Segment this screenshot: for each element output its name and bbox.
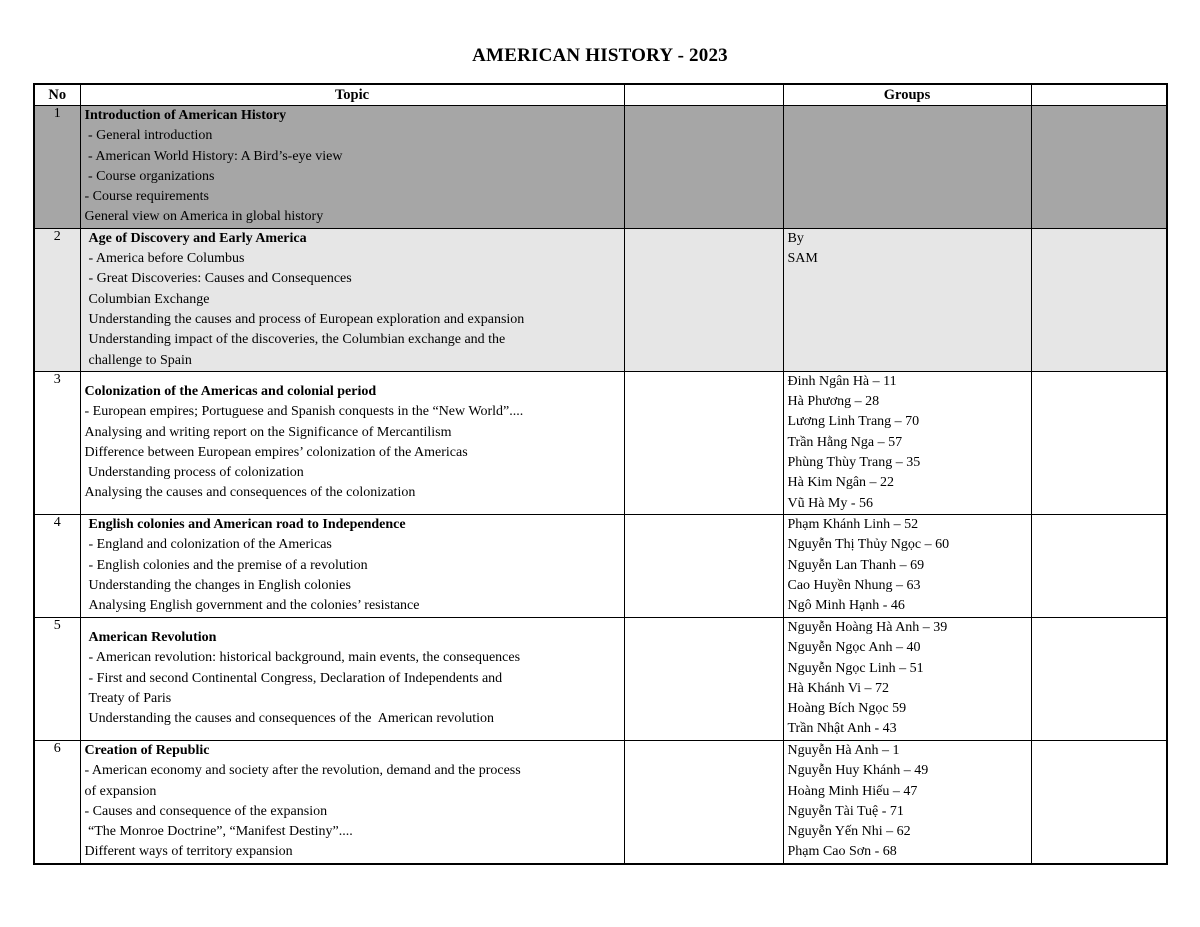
header-blank-1 (624, 84, 783, 106)
topic-line: - Great Discoveries: Causes and Consequences (88, 271, 352, 287)
topic-cell (80, 740, 624, 864)
group-member: Nguyễn Ngọc Linh – 51 (787, 660, 924, 676)
groups-cell (783, 617, 1031, 740)
group-member: Trần Hằng Nga – 57 (787, 434, 903, 450)
group-member: Nguyễn Thị Thủy Ngọc – 60 (787, 537, 950, 553)
topic-cell (80, 514, 624, 617)
group-member: Nguyễn Lan Thanh – 69 (787, 557, 925, 573)
row-number: 2 (34, 228, 80, 371)
group-member: Vũ Hà My - 56 (787, 495, 874, 511)
schedule-table (33, 83, 1168, 865)
row-number: 5 (34, 617, 80, 740)
group-member: Phạm Khánh Linh – 52 (787, 516, 919, 532)
blank-cell (624, 228, 783, 371)
blank-cell (624, 617, 783, 740)
group-member: Hà Kim Ngân – 22 (787, 475, 895, 491)
group-member: Hoàng Minh Hiếu – 47 (787, 783, 918, 799)
row-number: 3 (34, 371, 80, 514)
group-member: Nguyễn Hà Anh – 1 (787, 742, 900, 758)
group-member: Phùng Thùy Trang – 35 (787, 455, 921, 471)
topic-line: - England and colonization of the Americas (88, 537, 332, 553)
topic-line: - First and second Continental Congress, Declaration of Independents and (88, 670, 503, 686)
group-member: Hà Phương – 28 (787, 394, 880, 410)
group-member: Nguyễn Yến Nhi – 62 (787, 824, 911, 840)
table-row (34, 514, 1167, 617)
topic-line: Understanding impact of the discoveries, the Columbian exchange and the (88, 332, 506, 348)
group-member: Hoàng Bích Ngọc 59 (787, 701, 907, 717)
topic-line: - America before Columbus (88, 251, 245, 267)
groups-cell (783, 740, 1031, 864)
topic-line: General view on America in global history (84, 209, 324, 225)
topic-cell (80, 371, 624, 514)
topic-title: English colonies and American road to Independence (88, 516, 406, 532)
topic-title: Age of Discovery and Early America (88, 230, 307, 246)
topic-line: “The Monroe Doctrine”, “Manifest Destiny”.... (84, 824, 353, 840)
group-member: Nguyễn Ngọc Anh – 40 (787, 640, 921, 656)
topic-line: - English colonies and the premise of a revolution (88, 557, 368, 573)
blank-cell (1031, 371, 1167, 514)
group-member: Ngô Minh Hạnh - 46 (787, 598, 905, 614)
topic-line: - General introduction (84, 128, 213, 144)
topic-line: Columbian Exchange (88, 291, 210, 307)
topic-cell (80, 228, 624, 371)
topic-line: Different ways of territory expansion (84, 844, 293, 860)
topic-line: - American economy and society after the revolution, demand and the process (84, 763, 521, 779)
blank-cell (1031, 617, 1167, 740)
groups-cell (783, 514, 1031, 617)
group-member: Đinh Ngân Hà – 11 (787, 373, 897, 389)
group-member: By (787, 230, 804, 246)
topic-cell (80, 106, 624, 229)
header-groups: Groups (783, 84, 1031, 106)
group-member: SAM (787, 251, 818, 267)
topic-line: - American revolution: historical background, main events, the consequences (88, 650, 521, 666)
group-member: Nguyễn Huy Khánh – 49 (787, 763, 929, 779)
table-row (34, 371, 1167, 514)
topic-line: Analysing the causes and consequences of the colonization (84, 485, 416, 501)
topic-cell (80, 617, 624, 740)
topic-line: Difference between European empires’ colonization of the Americas (84, 444, 468, 460)
table-row (34, 106, 1167, 229)
topic-line: Understanding the causes and consequences of the American revolution (88, 711, 494, 727)
topic-title: Introduction of American History (84, 108, 287, 123)
table-row (34, 617, 1167, 740)
blank-cell (1031, 740, 1167, 864)
header-row (34, 84, 1167, 106)
topic-line: Understanding process of colonization (84, 465, 304, 481)
row-number: 6 (34, 740, 80, 864)
blank-cell (1031, 228, 1167, 371)
topic-line: - European empires; Portuguese and Spanish conquests in the “New World”.... (84, 404, 524, 420)
topic-line: Analysing and writing report on the Significance of Mercantilism (84, 424, 452, 440)
topic-title: American Revolution (88, 630, 217, 646)
row-number: 4 (34, 514, 80, 617)
row-number: 1 (34, 106, 80, 229)
blank-cell (1031, 106, 1167, 229)
topic-line: challenge to Spain (88, 352, 192, 368)
header-blank-2 (1031, 84, 1167, 106)
blank-cell (624, 740, 783, 864)
topic-line: Understanding the causes and process of European exploration and expansion (88, 311, 525, 327)
table-row (34, 740, 1167, 864)
blank-cell (624, 371, 783, 514)
blank-cell (624, 106, 783, 229)
blank-cell (624, 514, 783, 617)
topic-line: Understanding the changes in English colonies (88, 577, 351, 593)
topic-title: Creation of Republic (84, 742, 210, 758)
group-member: Trần Nhật Anh - 43 (787, 721, 897, 737)
groups-cell (783, 106, 1031, 229)
table-row (34, 228, 1167, 371)
topic-line: Treaty of Paris (88, 691, 172, 707)
group-member: Cao Huyền Nhung – 63 (787, 577, 921, 593)
topic-line: - American World History: A Bird’s-eye view (84, 148, 343, 164)
topic-line: Analysing English government and the colonies’ resistance (88, 598, 420, 614)
group-member: Phạm Cao Sơn - 68 (787, 844, 897, 860)
groups-cell (783, 228, 1031, 371)
topic-line: - Course requirements (84, 189, 209, 205)
header-topic: Topic (80, 84, 624, 106)
header-no: No (34, 84, 80, 106)
topic-line: - Causes and consequence of the expansion (84, 803, 328, 819)
group-member: Nguyễn Tài Tuệ - 71 (787, 803, 904, 819)
topic-line: - Course organizations (84, 168, 215, 184)
topic-line: of expansion (84, 783, 157, 799)
group-member: Hà Khánh Vi – 72 (787, 680, 890, 696)
groups-cell (783, 371, 1031, 514)
group-member: Nguyễn Hoàng Hà Anh – 39 (787, 619, 948, 635)
blank-cell (1031, 514, 1167, 617)
page-title: AMERICAN HISTORY - 2023 (472, 45, 728, 66)
topic-title: Colonization of the Americas and colonial period (84, 384, 377, 399)
group-member: Lương Linh Trang – 70 (787, 414, 920, 430)
